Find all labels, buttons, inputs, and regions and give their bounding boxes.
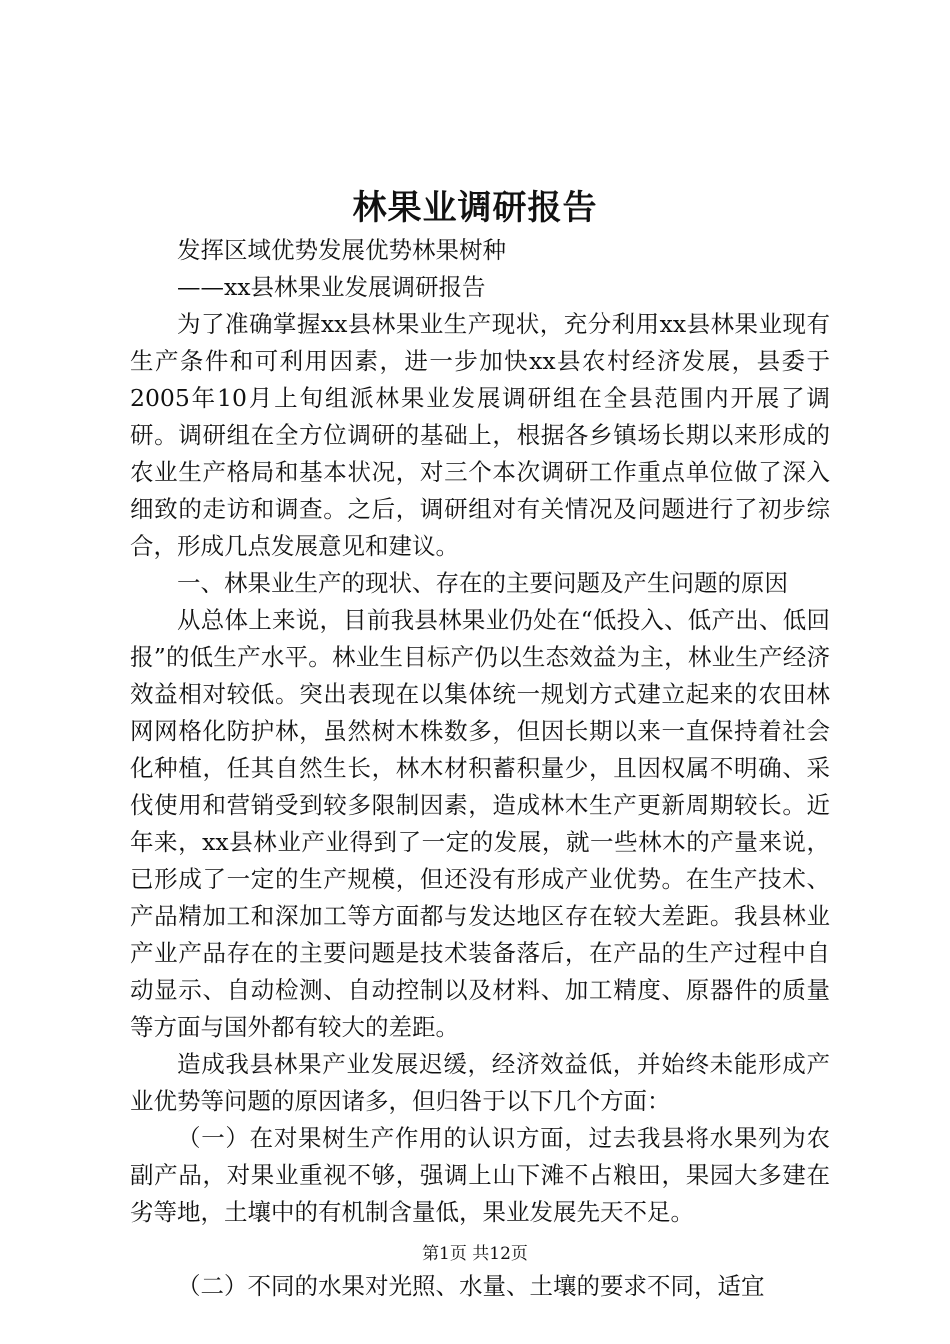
page-number: 第1页 共12页 [422,1244,528,1264]
paragraph-cause-2: （二）不同的水果对光照、水量、土壤的要求不同，适宜 [177,1272,765,1300]
paragraph-intro: 为了准确掌握xx县林果业生产现状，充分利用xx县林果业现有生产条件和可利用因素，进一步加快xx县农村经济发展，县委于2005年10月上旬组派林果业发展调研组在全县范围内开展了调研。调研组在全方位调研的基础上，根据各乡镇场长期以来形成的农业生产格局和基本状况，对三个本次调研工作重点单位做了深入细致的走访和调查。之后，调研组对有关情况及问题进行了初步综合，形成几点发展意见和建议。 [130,310,830,560]
paragraph-overview: 从总体上来说，目前我县林果业仍处在“低投入、低产出、低回报”的低生产水平。林业生目标产仍以生态效益为主，林业生产经济效益相对较低。突出表现在以集体统一规划方式建立起来的农田林网网格化防护林，虽然树木株数多，但因长期以来一直保持着社会化种植，任其自然生长，林木材积蓄积量少，且因权属不明确、采伐使用和营销受到较多限制因素，造成林木生产更新周期较长。近年来，xx县林业产业得到了一定的发展，就一些林木的产量来说，已形成了一定的生产规模，但还没有形成产业优势。在生产技术、产品精加工和深加工等方面都与发达地区存在较大差距。我县林业产业产品存在的主要问题是技术装备落后，在产品的生产过程中自动显示、自动检测、自动控制以及材料、加工精度、原器件的质量等方面与国外都有较大的差距。 [130,606,830,1041]
document-body [130,232,830,1305]
paragraph-cause-1: （一）在对果树生产作用的认识方面，过去我县将水果列为农副产品，对果业重视不够，强调上山下滩不占粮田，果园大多建在劣等地，土壤中的有机制含量低，果业发展先天不足。 [130,1124,830,1226]
subtitle-report-line: ——xx县林果业发展调研报告 [177,273,486,301]
section-heading-1: 一、林果业生产的现状、存在的主要问题及产生问题的原因 [177,569,788,597]
document-title: 林果业调研报告 [352,188,598,228]
paragraph-causes: 造成我县林果产业发展迟缓，经济效益低，并始终未能形成产业优势等问题的原因诸多，但归咎于以下几个方面： [130,1050,830,1115]
subtitle-line: 发挥区域优势发展优势林果树种 [177,236,506,264]
